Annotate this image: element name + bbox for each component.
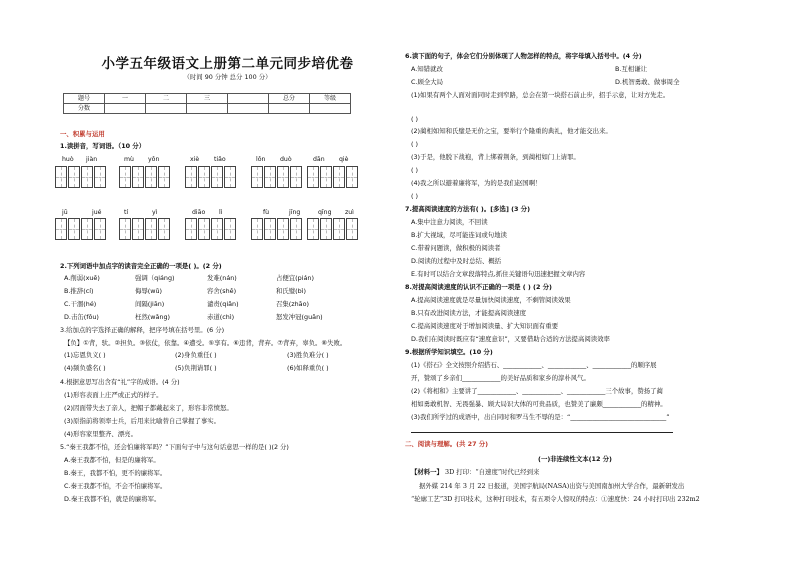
sentence: (4)我之所以避着廉将军，为的是我们赵国啊！ bbox=[411, 179, 542, 187]
option: 和氏璧(bì) bbox=[276, 287, 306, 295]
pinyin: qiè bbox=[339, 156, 349, 163]
material-paragraph: 据外媒 214 年 3 月 22 日报道，美国宇航局(NASA)出资与美国南加州大学合作，最新研发出 bbox=[419, 482, 685, 490]
pinyin: huò bbox=[62, 156, 74, 163]
fill-item: (3)胜负难分( ) bbox=[287, 351, 329, 359]
sub-question: (3)原指前将领率士兵，后用来比喻替自己掌握了事实。 bbox=[64, 417, 221, 425]
answer-boxes[interactable] bbox=[251, 218, 302, 240]
material-paragraph: “轮廓工艺”3D 打印技术，这种打印技术，有五项令人惊叹的特点：①速度快：24 小时打印出 232m2 bbox=[411, 495, 700, 503]
pinyin: lǒn bbox=[256, 156, 266, 163]
sentence: (1)如果有两个人面对面同时走到窄路，总会在第一块搭石前止步，招手示意，让对方先走。 bbox=[411, 91, 670, 99]
score-header-cell: 题号 bbox=[64, 94, 105, 104]
option: C.顾全大局 bbox=[411, 78, 444, 86]
pinyin: yì bbox=[152, 209, 158, 216]
fill-item: (2)身负重任( ) bbox=[175, 351, 217, 359]
pinyin: duò bbox=[280, 156, 292, 163]
right-column bbox=[405, 0, 793, 562]
sub-question: (1)形容表面上庄严或正式的样子。 bbox=[64, 391, 163, 399]
score-cell[interactable] bbox=[146, 104, 187, 114]
option: D.击缶(fǒu) bbox=[64, 313, 99, 321]
question-5: 5.“秦王我都不怕，还会怕廉将军吗？”下面句子中与这句话意思一样的是( )(2 分) bbox=[60, 443, 289, 451]
sentence: (3)于是，他脱下战袍，背上绑着荆条，到蔺相如门上请罪。 bbox=[411, 153, 580, 161]
option: 召集(zhāo) bbox=[276, 300, 309, 308]
pinyin: xiè bbox=[190, 156, 200, 163]
fill-line: 相如勇敢机智、无畏强暴、顾大局识大体的可贵品质，也赞美了廉颇____________的精神。 bbox=[411, 400, 667, 408]
pinyin: zuì bbox=[345, 209, 354, 216]
answer-boxes[interactable] bbox=[119, 166, 170, 188]
question-2: 2.下列词语中加点字的读音完全正确的一项是( )。(2 分) bbox=[60, 262, 222, 270]
score-table-row bbox=[64, 104, 351, 114]
option: C.提高阅读速度对于增加阅读量、扩大知识面有重要 bbox=[411, 322, 559, 330]
answer-boxes[interactable] bbox=[185, 218, 236, 240]
option: 间隔(jiān) bbox=[135, 300, 165, 308]
answer-boxes[interactable] bbox=[251, 166, 302, 188]
pinyin: diāo bbox=[192, 209, 206, 216]
pinyin: lì bbox=[219, 209, 223, 216]
answer-boxes[interactable] bbox=[307, 166, 358, 188]
sub-question: (2)因面带失去了亲人，把帽子都戴起来了，形容非常愤怒。 bbox=[64, 404, 233, 412]
option: 强调（qiáng) bbox=[135, 274, 175, 282]
option: 占便宜(pián) bbox=[276, 274, 314, 282]
left-column bbox=[55, 0, 400, 562]
pinyin: jīng bbox=[289, 209, 301, 216]
pinyin: tiǎo bbox=[214, 156, 226, 163]
pinyin: mù bbox=[124, 156, 134, 163]
exam-subtitle: （时间 90 分钟 总分 100 分） bbox=[183, 73, 272, 81]
option: B.秦王，我都不怕，更不的廉将军。 bbox=[64, 469, 167, 477]
question-3: 3.给加点的字选择正确的解释，把序号填在括号里。(6 分) bbox=[60, 326, 225, 334]
option: A.集中注意力阅读，不回读 bbox=[411, 218, 488, 226]
answer-paren[interactable]: ( ) bbox=[411, 166, 419, 174]
score-row-label: 分数 bbox=[64, 104, 105, 114]
material-heading bbox=[411, 468, 539, 476]
sentence: (2)蔺相如知和氏璧是无价之宝，要举行个隆重的典礼，他才能交出来。 bbox=[411, 127, 612, 135]
sub-question: (4)形容家里整齐、漂亮。 bbox=[64, 430, 137, 438]
pinyin: dān bbox=[313, 156, 325, 163]
score-cell[interactable] bbox=[310, 104, 351, 114]
question-8: 8.对提高阅读速度的认识不正确的一项是 ( ) (2 分) bbox=[405, 283, 552, 291]
option: D.机智勇敢、做事周全 bbox=[615, 78, 680, 86]
option: B.互相谦让 bbox=[615, 65, 647, 73]
section-heading: 一、积累与运用 bbox=[60, 130, 105, 138]
material-title: 3D 打印：“自速度”时代已经到来 bbox=[445, 468, 540, 476]
option: 怒发冲冠(guān) bbox=[276, 313, 323, 321]
answer-paren[interactable]: ( ) bbox=[411, 115, 419, 123]
option: E.有时可以结合文章段落特点,抓住关键语句迅速把握文章内容 bbox=[411, 270, 586, 278]
option: A.知错就改 bbox=[411, 65, 443, 73]
score-header-cell: 二 bbox=[146, 94, 187, 104]
score-cell[interactable] bbox=[187, 104, 228, 114]
score-header-cell: 等级 bbox=[310, 94, 351, 104]
section-heading: 二、阅读与理解。(共 27 分) bbox=[405, 440, 489, 448]
pinyin: jū bbox=[62, 209, 68, 216]
score-table-header-row bbox=[64, 94, 351, 104]
page-title: 小学五年级语文上册第二单元同步培优卷 bbox=[101, 56, 354, 72]
option: B.扩大视域，尽可能连词或句地读 bbox=[411, 231, 507, 239]
pinyin: jué bbox=[92, 209, 102, 216]
answer-paren[interactable]: ( ) bbox=[411, 140, 419, 148]
answer-boxes[interactable] bbox=[55, 166, 106, 188]
fill-line: (3)我们所学过的成语中，出自同时和罗马生不辱的是：“______________________________” bbox=[411, 413, 670, 421]
pinyin: yǒn bbox=[148, 156, 160, 163]
fill-item: (1)忘恩负义( ) bbox=[64, 351, 106, 359]
fill-item: (6)如释重负( ) bbox=[287, 364, 329, 372]
option: C.秦王我都不怕，不会不怕廉将军。 bbox=[64, 482, 167, 490]
score-cell[interactable] bbox=[105, 104, 146, 114]
question-9: 9.根据所学知识填空。(10 分) bbox=[405, 348, 493, 356]
reading-title: (一)非连续性文本(12 分) bbox=[538, 455, 612, 463]
option: B.只有改进阅读方法，才能提高阅读速度 bbox=[411, 309, 527, 317]
option: D.我们在阅读时既应有“速度意识”，又要借助合适的方法提高阅读效率 bbox=[411, 335, 610, 343]
score-header-cell: 三 bbox=[187, 94, 228, 104]
pinyin: qīng bbox=[318, 209, 332, 216]
option: A.秦王我都不怕，但是的廉将军。 bbox=[64, 456, 160, 464]
score-header-cell: 总分 bbox=[269, 94, 310, 104]
option: 发难(nán) bbox=[207, 274, 237, 282]
question-7: 7.提高阅读速度的方法有( )。[多选] (3 分) bbox=[405, 205, 530, 213]
question-4: 4.根据意思写出含有“礼”字的成语。(4 分) bbox=[60, 378, 180, 386]
score-header-cell: 一 bbox=[105, 94, 146, 104]
pinyin: tí bbox=[124, 209, 129, 216]
option: A.提高阅读速度就是尽量加快阅读速度，不剩管阅读效果 bbox=[411, 296, 571, 304]
option: B.推辞(cí) bbox=[64, 287, 94, 295]
option: 赤道(chì) bbox=[207, 313, 235, 321]
fill-line: (2)《将相和》主要讲了____________、____________、____________三个故事，赞扬了蔺 bbox=[411, 387, 663, 395]
question-1: 1.读拼音，写词语。（10 分） bbox=[60, 142, 146, 150]
option: C.干涸(hé) bbox=[64, 300, 97, 308]
score-table bbox=[63, 93, 351, 114]
material-label: 【材料一】 bbox=[411, 468, 443, 476]
answer-line[interactable] bbox=[411, 432, 673, 433]
fill-line: 开，赞颂了乡亲们____________的美好品质和家乡的淳朴风气。 bbox=[411, 374, 590, 382]
pinyin: fù bbox=[263, 209, 270, 216]
answer-boxes[interactable] bbox=[119, 218, 170, 240]
fill-item: (4)频负盛名( ) bbox=[64, 364, 106, 372]
definition-list: 【负】①背，驮。②担负。③依仗，依靠。④遭受。⑤享有。⑥违背，背弃。⑦背弃，辜负。⑧失败。 bbox=[64, 339, 347, 347]
question-6: 6.读下面的句子，体会它们分别体现了人物怎样的特点，将字母填入括号中。(4 分) bbox=[405, 52, 642, 60]
option: 侮辱(wǔ) bbox=[135, 287, 163, 295]
option: D.阅读的过程中及时总结、概括 bbox=[411, 257, 502, 265]
option: 容舍(shě) bbox=[207, 287, 237, 295]
score-cell[interactable] bbox=[228, 104, 269, 114]
answer-boxes[interactable] bbox=[307, 218, 358, 240]
option: A.削弱(xuē) bbox=[64, 274, 100, 282]
answer-paren[interactable]: ( ) bbox=[411, 192, 419, 200]
answer-boxes[interactable] bbox=[55, 218, 106, 240]
score-cell[interactable] bbox=[269, 104, 310, 114]
option: 枉然(wǎng) bbox=[135, 313, 171, 321]
fill-item: (5)负荆请罪( ) bbox=[175, 364, 217, 372]
fill-line: (1)《搭石》全文按照介绍搭石、____________、____________、____________的顺序展 bbox=[411, 361, 657, 369]
option: C.带着问题读，做积极的阅读者 bbox=[411, 244, 501, 252]
option: 谴责(qiǎn) bbox=[207, 300, 239, 308]
score-header-cell bbox=[228, 94, 269, 104]
answer-boxes[interactable] bbox=[185, 166, 236, 188]
pinyin: jiàn bbox=[86, 156, 98, 163]
option: D.秦王我都不怕，就是的廉将军。 bbox=[64, 495, 161, 503]
